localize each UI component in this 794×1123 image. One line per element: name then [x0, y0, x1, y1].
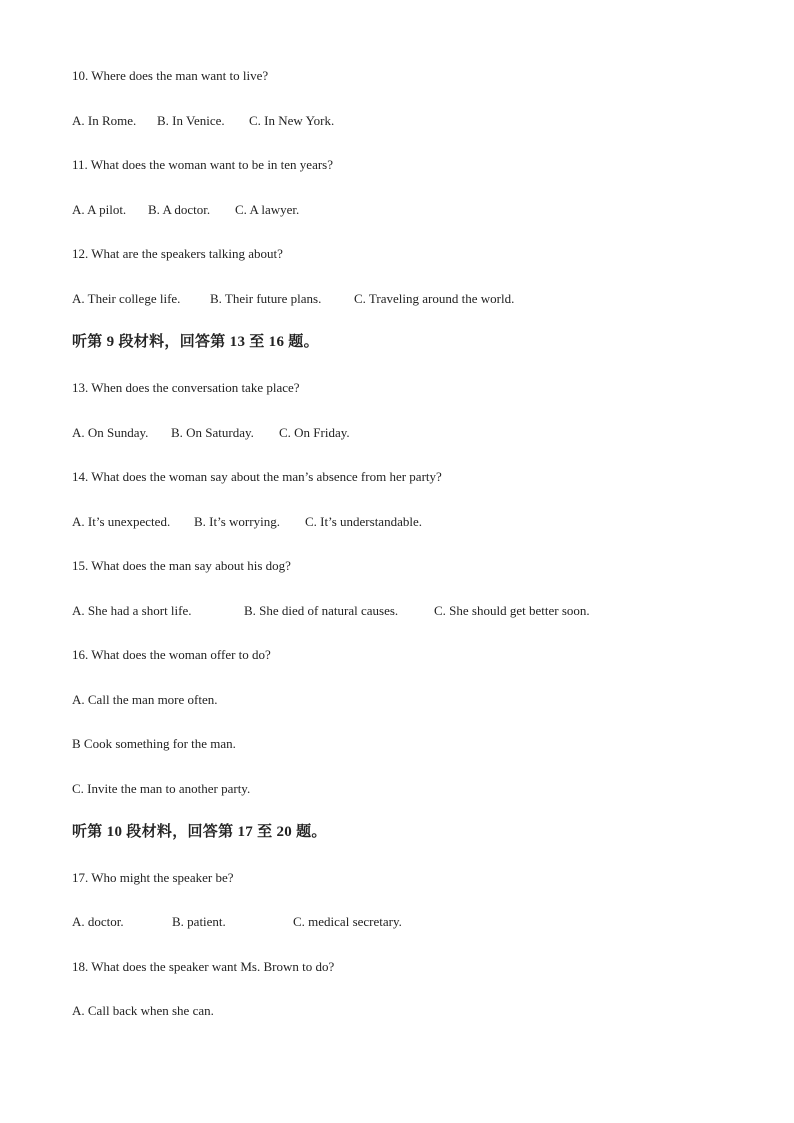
question-15-option-c: C. She should get better soon.	[434, 603, 590, 618]
question-12-stem: 12. What are the speakers talking about?	[72, 246, 283, 261]
question-17-option-c: C. medical secretary.	[293, 914, 402, 929]
question-16-option-a: A. Call the man more often.	[72, 692, 218, 707]
question-11-option-c: C. A lawyer.	[235, 202, 300, 217]
question-16-stem: 16. What does the woman offer to do?	[72, 647, 271, 662]
question-18-option-a: A. Call back when she can.	[72, 1003, 214, 1018]
question-13-option-a: A. On Sunday.	[72, 425, 149, 440]
question-11-stem: 11. What does the woman want to be in ten years?	[72, 157, 334, 172]
question-15-option-a: A. She had a short life.	[72, 603, 192, 618]
section-heading-9: 听第 9 段材料，回答第 13 至 16 题。	[72, 334, 319, 350]
question-11-option-b: B. A doctor.	[148, 202, 211, 217]
question-12-option-b: B. Their future plans.	[210, 291, 322, 306]
question-12-option-c: C. Traveling around the world.	[354, 291, 515, 306]
question-10-stem: 10. Where does the man want to live?	[72, 68, 269, 83]
question-10-option-a: A. In Rome.	[72, 113, 137, 128]
question-11-option-a: A. A pilot.	[72, 202, 127, 217]
question-15-option-b: B. She died of natural causes.	[244, 603, 399, 618]
question-13-option-b: B. On Saturday.	[171, 425, 254, 440]
question-17-option-b: B. patient.	[172, 914, 226, 929]
question-16-option-b: B Cook something for the man.	[72, 736, 236, 751]
question-14-option-a: A. It’s unexpected.	[72, 514, 171, 529]
question-13-stem: 13. When does the conversation take place?	[72, 380, 300, 395]
question-10-option-b: B. In Venice.	[157, 113, 225, 128]
question-14-stem: 14. What does the woman say about the man’s absence from her party?	[72, 469, 442, 484]
question-14-option-b: B. It’s worrying.	[194, 514, 280, 529]
question-13-option-c: C. On Friday.	[279, 425, 350, 440]
question-16-option-c: C. Invite the man to another party.	[72, 781, 251, 796]
question-12-option-a: A. Their college life.	[72, 291, 181, 306]
question-15-stem: 15. What does the man say about his dog?	[72, 558, 291, 573]
question-17-option-a: A. doctor.	[72, 914, 124, 929]
question-17-stem: 17. Who might the speaker be?	[72, 870, 234, 885]
question-14-option-c: C. It’s understandable.	[305, 514, 422, 529]
question-18-stem: 18. What does the speaker want Ms. Brown to do?	[72, 959, 335, 974]
section-heading-10: 听第 10 段材料，回答第 17 至 20 题。	[72, 824, 327, 840]
question-10-option-c: C. In New York.	[249, 113, 335, 128]
